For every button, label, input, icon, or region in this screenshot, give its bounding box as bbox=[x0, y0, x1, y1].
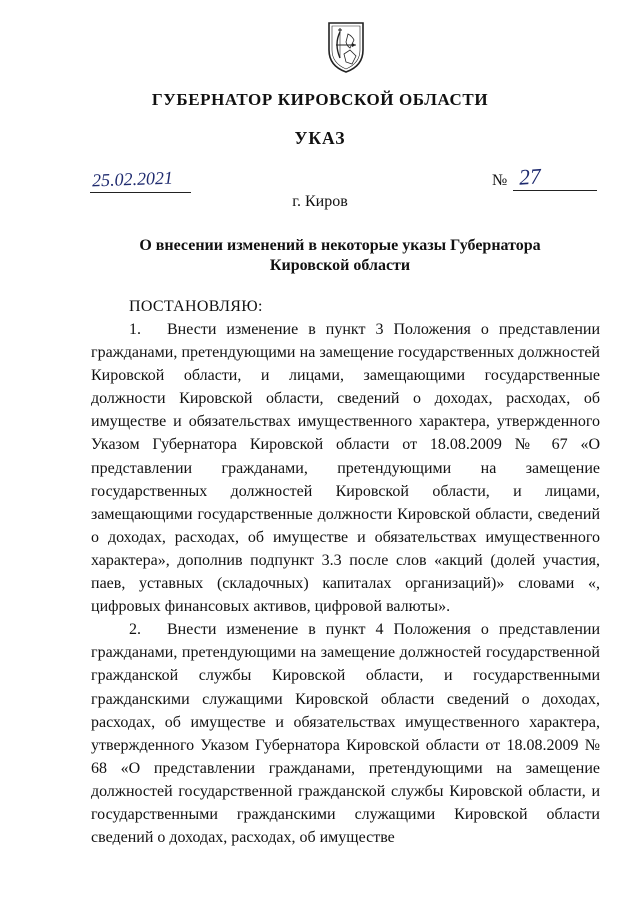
number-field bbox=[513, 163, 597, 191]
paragraph-text: Внести изменение в пункт 3 Положения о представлении гражданами, претендующими на замещение государственных должностей Кировской области, и лицами, замещающими государственные должности Кировской области, сведений о доходах, расходах, об имуществе и обязательствах имущественного характера, утвержденного Указом Губернатора Кировской области от 18.08.2009 № 67 «О представлении гражданами, претендующими на замещение государственных должностей Кировской области, и лицами, замещающими государственные должности Кировской области, сведений о доходах, расходах, об имуществе и обязательствах имущественного характера», дополнив подпункт 3.3 после слов «акций (долей участия, паев, уставных (складочных) капиталах организаций)» словами «, цифровых финансовых активов, цифровой валюты». bbox=[91, 321, 600, 616]
city: г. Киров bbox=[292, 193, 348, 210]
document-body bbox=[91, 318, 600, 849]
number-sign: № bbox=[492, 172, 508, 189]
organization-title: ГУБЕРНАТОР КИРОВСКОЙ ОБЛАСТИ bbox=[151, 90, 489, 109]
date-field bbox=[90, 168, 191, 193]
coat-of-arms-icon bbox=[326, 20, 366, 74]
paragraph-2 bbox=[91, 618, 600, 849]
number-handwritten: 27 bbox=[518, 163, 542, 190]
document-type: УКАЗ bbox=[294, 128, 346, 148]
paragraph-number: 1. bbox=[129, 321, 141, 338]
document-subject: О внесении изменений в некоторые указы Губернатора Кировской области bbox=[139, 237, 541, 274]
decree-word: ПОСТАНОВЛЯЮ: bbox=[129, 298, 263, 315]
paragraph-number: 2. bbox=[129, 621, 141, 639]
date-handwritten: 25.02.2021 bbox=[91, 167, 174, 191]
paragraph-1 bbox=[91, 318, 600, 618]
paragraph-text: Внести изменение в пункт 4 Положения о представлении гражданами, претендующими на замещение должностей государственной гражданской службы Кировской области, и государственными гражданскими служащими Кировской области сведений о доходах, расходах, об имуществе и обязательствах имущественного характера, утвержденного Указом Губернатора Кировской области от 18.08.2009 № 68 «О представлении гражданами, претендующими на замещение должностей государственной гражданской службы Кировской области, и государственными гражданскими служащими Кировской области сведений о доходах, расходах, об имуществе bbox=[91, 621, 600, 847]
